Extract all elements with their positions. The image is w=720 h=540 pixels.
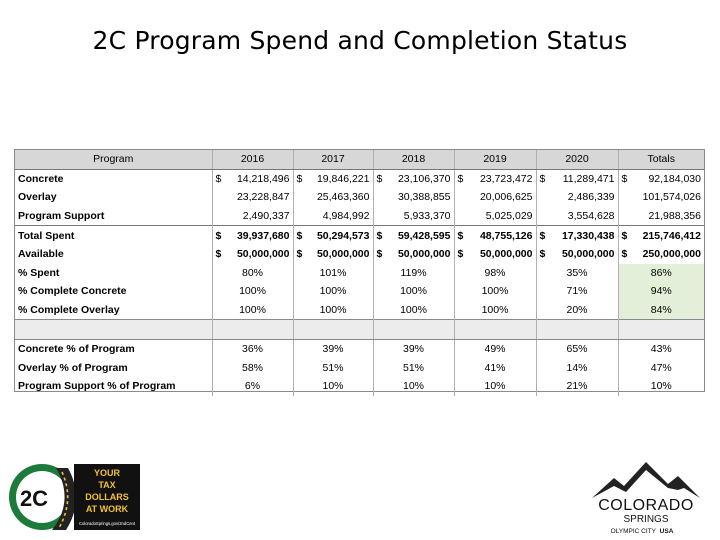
logo-badge-text: 2C	[19, 486, 49, 511]
table-cell: 119%	[373, 264, 454, 283]
row-label: Overlay	[15, 188, 212, 207]
slide-title: 2C Program Spend and Completion Status	[92, 26, 628, 55]
table-cell: 35%	[536, 264, 618, 283]
table-cell	[373, 169, 454, 188]
row-label: Program Support	[15, 207, 212, 226]
table-cell: 71%	[536, 282, 618, 301]
table-cell: 43%	[650, 343, 672, 356]
table-cell: 2,486,339	[536, 188, 618, 207]
table-row	[15, 339, 704, 358]
row-label: % Complete Overlay	[15, 301, 212, 320]
row-label: Program Support % of Program	[15, 377, 212, 396]
money-cell	[216, 173, 290, 185]
money-cell	[622, 248, 702, 260]
currency-symbol: $	[376, 229, 383, 242]
program-2c-logo	[8, 462, 142, 532]
city-tagline-prefix: OLYMPIC CITY	[610, 528, 656, 535]
money-cell	[297, 173, 370, 185]
table-cell: 4,984,992	[293, 207, 373, 226]
table-cell: 100%	[454, 282, 536, 301]
table-cell: 84%	[618, 301, 704, 320]
table-cell: 23,228,847	[212, 188, 293, 207]
svg-text:OLYMPIC CITY USA	[611, 528, 674, 535]
table-cell	[373, 226, 454, 245]
spend-table	[14, 149, 705, 392]
money-cell	[540, 230, 615, 242]
table-cell: 10%	[293, 377, 373, 396]
currency-symbol: $	[539, 172, 546, 185]
cell-value: 59,428,595	[397, 229, 451, 242]
currency-symbol: $	[621, 229, 628, 242]
city-tagline-suffix: USA	[659, 528, 674, 535]
table-row	[15, 226, 704, 245]
currency-symbol: $	[215, 229, 222, 242]
table-cell	[454, 169, 536, 188]
table-row	[15, 245, 704, 264]
cell-value: 50,000,000	[236, 248, 290, 261]
money-cell	[377, 248, 451, 260]
table-row	[15, 359, 704, 378]
currency-symbol: $	[457, 172, 464, 185]
table-row	[15, 301, 704, 320]
table-cell: 101%	[293, 264, 373, 283]
table-cell: 98%	[454, 264, 536, 283]
table-cell: 100%	[212, 301, 293, 320]
separator-cell	[293, 320, 373, 340]
money-cell	[377, 173, 451, 185]
table-cell: 36%	[212, 339, 293, 358]
table-cell	[536, 226, 618, 245]
cell-value: 17,330,438	[561, 229, 615, 242]
table-cell: 25,463,360	[293, 188, 373, 207]
money-cell	[216, 248, 290, 260]
cell-value: 39,937,680	[236, 229, 290, 242]
table-header-row	[15, 150, 704, 169]
table-cell: 100%	[293, 282, 373, 301]
money-cell	[540, 248, 615, 260]
table-cell: 86%	[618, 264, 704, 283]
money-cell	[297, 230, 370, 242]
table-cell	[212, 245, 293, 264]
table-row	[15, 169, 704, 188]
separator-cell	[15, 320, 212, 340]
table-cell: 20,006,625	[454, 188, 536, 207]
cell-value: 50,000,000	[561, 248, 615, 261]
row-label: Concrete	[15, 169, 212, 188]
table-cell	[454, 245, 536, 264]
cell-value: 23,723,472	[479, 172, 533, 185]
row-label: Available	[15, 245, 212, 264]
row-label: Total Spent	[15, 226, 212, 245]
table-cell: 2,490,337	[212, 207, 293, 226]
separator-cell	[454, 320, 536, 340]
separator-cell	[536, 320, 618, 340]
header-2018: 2018	[373, 150, 454, 169]
row-label: % Spent	[15, 264, 212, 283]
cell-value: 50,294,573	[316, 229, 370, 242]
cell-value: 215,746,412	[642, 229, 701, 242]
table-cell: 94%	[618, 282, 704, 301]
table-cell: 39%	[293, 339, 373, 358]
table-separator-row	[15, 320, 704, 340]
money-cell	[297, 248, 370, 260]
table-cell	[293, 226, 373, 245]
money-cell	[540, 173, 615, 185]
table-cell: 100%	[373, 282, 454, 301]
table-row	[15, 207, 704, 226]
table-cell: 30,388,855	[373, 188, 454, 207]
currency-symbol: $	[296, 248, 303, 261]
table-cell: 21%	[536, 377, 618, 396]
header-2019: 2019	[454, 150, 536, 169]
currency-symbol: $	[457, 229, 464, 242]
logo-tagline-4: AT WORK	[85, 504, 129, 514]
table-cell	[618, 226, 704, 245]
table-cell: 6%	[212, 377, 293, 396]
logo-footer-text: ColoradoSprings.gov/2ndCent	[78, 521, 136, 526]
header-2016: 2016	[212, 150, 293, 169]
table-cell	[212, 169, 293, 188]
table-cell: 21,988,356	[648, 210, 701, 223]
row-label: % Complete Concrete	[15, 282, 212, 301]
table-cell: 65%	[536, 339, 618, 358]
table-cell: 100%	[212, 282, 293, 301]
currency-symbol: $	[539, 229, 546, 242]
table-cell: 5,933,370	[373, 207, 454, 226]
separator-cell	[373, 320, 454, 340]
logo-tagline-1: YOUR	[93, 468, 121, 478]
table-cell: 80%	[212, 264, 293, 283]
cell-value: 250,000,000	[642, 248, 701, 261]
table-cell: 10%	[650, 380, 672, 393]
money-cell	[622, 230, 702, 242]
table-cell: 58%	[212, 359, 293, 378]
table-cell: 14%	[536, 359, 618, 378]
colorado-springs-logo	[584, 458, 704, 536]
table-cell	[618, 245, 704, 264]
cell-value: 14,218,496	[236, 172, 290, 185]
separator-cell	[212, 320, 293, 340]
money-cell	[458, 248, 533, 260]
table-cell: 10%	[454, 377, 536, 396]
table-cell: 10%	[373, 377, 454, 396]
currency-symbol: $	[457, 248, 464, 261]
table-cell: 100%	[454, 301, 536, 320]
currency-symbol: $	[296, 172, 303, 185]
cell-value: 23,106,370	[397, 172, 451, 185]
table-body	[15, 169, 704, 396]
table-cell: 49%	[454, 339, 536, 358]
money-cell	[458, 173, 533, 185]
table-row	[15, 264, 704, 283]
table-cell: 100%	[373, 301, 454, 320]
currency-symbol: $	[621, 172, 628, 185]
money-cell	[377, 230, 451, 242]
city-name-line2: SPRINGS	[623, 514, 669, 525]
logo-tagline-3: DOLLARS	[85, 492, 129, 502]
table-row	[15, 377, 704, 396]
cell-value: 50,000,000	[479, 248, 533, 261]
money-cell	[216, 230, 290, 242]
table-cell	[618, 169, 704, 188]
table-cell	[536, 169, 618, 188]
table-cell: 20%	[536, 301, 618, 320]
header-totals: Totals	[618, 150, 704, 169]
table-cell: 101,574,026	[642, 191, 701, 204]
separator-cell	[618, 320, 704, 340]
currency-symbol: $	[215, 172, 222, 185]
money-cell	[458, 230, 533, 242]
table-cell: 41%	[454, 359, 536, 378]
city-name-line1: COLORADO	[598, 497, 694, 514]
table-cell	[536, 245, 618, 264]
table-cell	[373, 245, 454, 264]
table-row	[15, 282, 704, 301]
currency-symbol: $	[296, 229, 303, 242]
table-cell: 51%	[373, 359, 454, 378]
logo-tagline-2: TAX	[98, 480, 116, 490]
currency-symbol: $	[376, 248, 383, 261]
cell-value: 11,289,471	[562, 172, 615, 185]
cell-value: 92,184,030	[648, 172, 701, 185]
table-cell	[293, 245, 373, 264]
table-cell: 39%	[373, 339, 454, 358]
table-cell: 5,025,029	[454, 207, 536, 226]
header-program: Program	[15, 150, 212, 169]
cell-value: 50,000,000	[316, 248, 370, 261]
row-label: Overlay % of Program	[15, 359, 212, 378]
currency-symbol: $	[539, 248, 546, 261]
header-2020: 2020	[536, 150, 618, 169]
table-cell: 3,554,628	[536, 207, 618, 226]
header-2017: 2017	[293, 150, 373, 169]
currency-symbol: $	[215, 248, 222, 261]
currency-symbol: $	[376, 172, 383, 185]
table-row	[15, 188, 704, 207]
money-cell	[622, 173, 702, 185]
table-cell	[293, 169, 373, 188]
cell-value: 50,000,000	[397, 248, 451, 261]
cell-value: 19,846,221	[316, 172, 370, 185]
cell-value: 48,755,126	[479, 229, 533, 242]
table-cell: 100%	[293, 301, 373, 320]
table-cell	[212, 226, 293, 245]
mountain-icon	[592, 462, 700, 498]
table-cell	[454, 226, 536, 245]
table-cell: 47%	[650, 361, 672, 374]
row-label: Concrete % of Program	[15, 339, 212, 358]
spend-table-grid	[15, 150, 704, 396]
currency-symbol: $	[621, 248, 628, 261]
table-cell: 51%	[293, 359, 373, 378]
